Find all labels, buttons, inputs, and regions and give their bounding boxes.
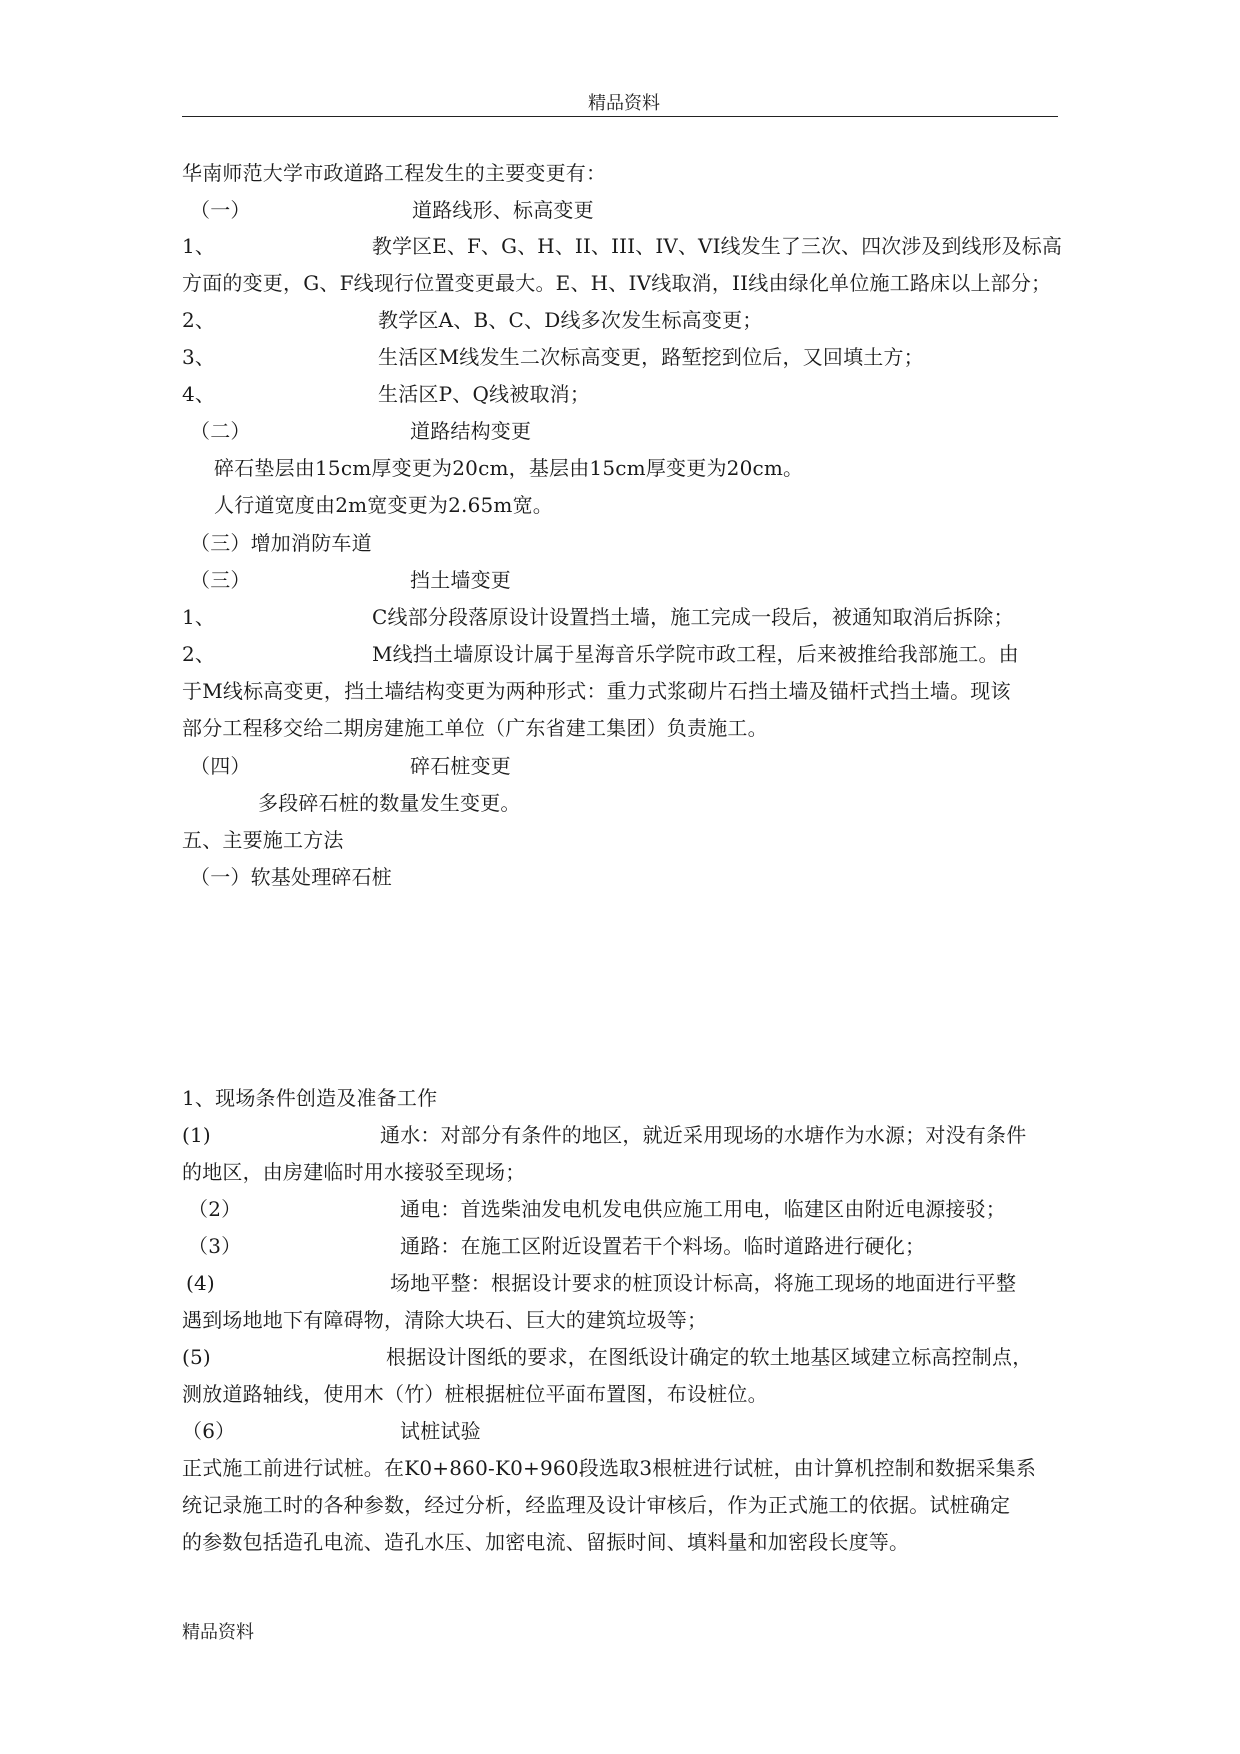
- list-item-text: M线挡土墙原设计属于星海音乐学院市政工程，后来被推给我部施工。由: [372, 642, 1019, 666]
- list-item-continuation: 遇到场地地下有障碍物，清除大块石、巨大的建筑垃圾等；: [182, 1308, 708, 1332]
- header-divider: [182, 116, 1058, 117]
- paragraph: 人行道宽度由2m宽变更为2.65m宽。: [214, 493, 553, 517]
- section-title: 道路结构变更: [410, 419, 532, 443]
- list-item-continuation: 方面的变更，G、F线现行位置变更最大。E、H、IV线取消，II线由绿化单位施工路床以上部分；: [182, 271, 1052, 295]
- section-title: 碎石桩变更: [410, 754, 511, 778]
- list-item-number: 4、: [182, 382, 216, 406]
- list-item-number: （6）: [182, 1419, 236, 1443]
- section-number: （二）: [190, 419, 251, 443]
- chapter-heading: 五、主要施工方法: [182, 828, 344, 852]
- list-item-continuation: 的地区，由房建临时用水接驳至现场；: [182, 1160, 526, 1184]
- list-item-text: 通路：在施工区附近设置若干个料场。临时道路进行硬化；: [400, 1234, 926, 1258]
- list-item-text: 场地平整：根据设计要求的桩顶设计标高，将施工现场的地面进行平整: [390, 1271, 1017, 1295]
- list-item-text: C线部分段落原设计设置挡土墙，施工完成一段后，被通知取消后拆除；: [372, 605, 1014, 629]
- subsection-heading: 1、现场条件创造及准备工作: [182, 1086, 438, 1110]
- section-heading: （一）软基处理碎石桩: [190, 865, 392, 889]
- list-item-number: 2、: [182, 642, 216, 666]
- list-item-continuation: 测放道路轴线，使用木（竹）桩根据桩位平面布置图，布设桩位。: [182, 1382, 768, 1406]
- list-item-text: 试桩试验: [400, 1419, 481, 1443]
- list-item-text: 通电：首选柴油发电机发电供应施工用电，临建区由附近电源接驳；: [400, 1197, 1006, 1221]
- list-item-text: 生活区P、Q线被取消；: [378, 382, 591, 406]
- list-item-number: 1、: [182, 605, 216, 629]
- section-title: 道路线形、标高变更: [412, 198, 594, 222]
- list-item-number: 1、: [182, 234, 216, 258]
- list-item-text: 教学区E、F、G、H、II、III、IV、VI线发生了三次、四次涉及到线形及标高: [372, 234, 1063, 258]
- page-header: 精品资料: [588, 93, 660, 114]
- list-item-continuation: 部分工程移交给二期房建施工单位（广东省建工集团）负责施工。: [182, 716, 768, 740]
- paragraph: 的参数包括造孔电流、造孔水压、加密电流、留振时间、填料量和加密段长度等。: [182, 1530, 910, 1554]
- paragraph: 多段碎石桩的数量发生变更。: [258, 791, 521, 815]
- list-item-number: (5): [182, 1345, 211, 1369]
- list-item-number: （2）: [188, 1197, 242, 1221]
- page-footer: 精品资料: [182, 1622, 254, 1643]
- list-item-continuation: 于M线标高变更，挡土墙结构变更为两种形式：重力式浆砌片石挡土墙及锚杆式挡土墙。现该: [182, 679, 1011, 703]
- list-item-number: (4): [186, 1271, 215, 1295]
- list-item-text: 通水：对部分有条件的地区，就近采用现场的水塘作为水源；对没有条件: [380, 1123, 1027, 1147]
- intro-paragraph: 华南师范大学市政道路工程发生的主要变更有：: [182, 161, 607, 185]
- list-item-text: 根据设计图纸的要求，在图纸设计确定的软土地基区域建立标高控制点，: [386, 1345, 1033, 1369]
- list-item-text: 教学区A、B、C、D线多次发生标高变更；: [378, 308, 763, 332]
- paragraph: 碎石垫层由15cm厚变更为20cm，基层由15cm厚变更为20cm。: [214, 456, 804, 480]
- list-item-number: (1): [182, 1123, 211, 1147]
- list-item-number: 2、: [182, 308, 216, 332]
- paragraph: 统记录施工时的各种参数，经过分析，经监理及设计审核后，作为正式施工的依据。试桩确定: [182, 1493, 1011, 1517]
- list-item-text: 生活区M线发生二次标高变更，路堑挖到位后，又回填土方；: [378, 345, 924, 369]
- section-number: （一）: [190, 198, 251, 222]
- section-number: （三）: [190, 568, 251, 592]
- section-title: 挡土墙变更: [410, 568, 511, 592]
- section-number: （四）: [190, 754, 251, 778]
- section-heading: （三）增加消防车道: [190, 531, 372, 555]
- list-item-number: （3）: [188, 1234, 242, 1258]
- list-item-number: 3、: [182, 345, 216, 369]
- paragraph: 正式施工前进行试桩。在K0+860-K0+960段选取3根桩进行试桩，由计算机控制和数据采集系: [182, 1456, 1037, 1480]
